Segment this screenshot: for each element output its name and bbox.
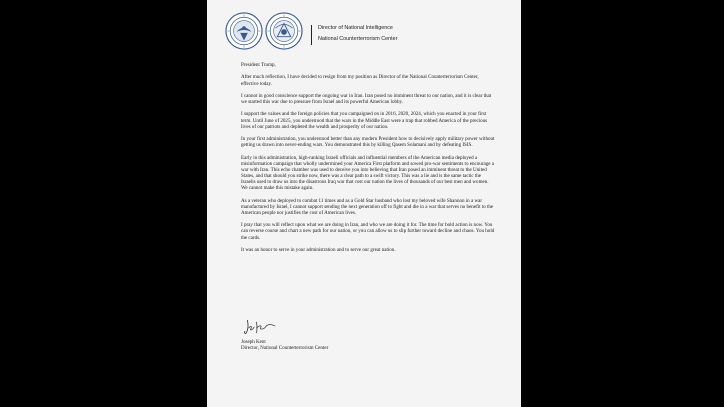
paragraph-2: I cannot in good conscience support the ongoing war in Iran. Iran posed no imminent threat to our nation, and it is clear that we started this war due to pressure from Israel and its powerful American lobby. (241, 92, 492, 105)
paragraph-5: Early in this administration, high-ranking Israeli officials and influential members of the American media deployed a misinformation campaign that wholly undermined your America First platform and sowed pro-war sentiments to encourage a war with Iran. This echo chamber was used to deceive you into believing that Iran posed an imminent threat to the United States, and that should you strike now, there was a clear path to a swift victory. This was a lie and is the same tactic the Israelis used to draw us into the disastrous Iraq war that cost our nation the lives of thousands of our best men and women. We cannot make this mistake again. (241, 154, 494, 192)
letterhead-agency: Director of National Intelligence (318, 25, 393, 31)
letterhead (207, 0, 521, 56)
paragraph-4: In your first administration, you understood better than any modern President how to decisively apply military power without getting us drawn into never-ending wars. You demonstrated this by killing Qasem Solamani and by defeating ISIS. (241, 136, 495, 149)
nctc-seal-icon (265, 12, 303, 50)
paragraph-6: As a veteran who deployed to combat 11 times and as a Gold Star husband who lost my beloved wife Shannon in a war manufactured by Israel, I cannot support sending the next generation off to fight and die in a war that serves no benefit to the American people nor justifies the cost of American lives. (241, 197, 494, 216)
letter-page (207, 0, 521, 407)
signer-title: Director, National Counterterrorism Center (241, 345, 329, 352)
handwritten-signature (243, 318, 277, 336)
dni-seal-icon (225, 12, 263, 50)
letterhead-divider (311, 25, 312, 45)
paragraph-1: After much reflection, I have decided to resign from my position as Director of the National Counterterrorism Center, effective today. (241, 74, 479, 87)
paragraph-8: It was an honor to serve in your administration and to serve our great nation. (241, 246, 396, 253)
letterhead-center: National Counterterrorism Center (318, 36, 398, 42)
signer-name: Joseph Kent (241, 339, 266, 345)
paragraph-7: I pray that you will reflect upon what we are doing in Iran, and who we are doing it for. The time for bold action is now. You can reverse course and chart a new path for our nation, or you can allow us to slip further toward decline and chaos. You hold the cards. (241, 222, 495, 241)
paragraph-3: I support the values and the foreign policies that you campaigned on in 2016, 2020, 2024, which you enacted in your first term. Until June of 2025, you understood that the wars in the Middle East were a trap that robbed America of the precious lives of our patriots and depleted the wealth and prosperity of our nation. (241, 111, 488, 130)
signature-block (241, 318, 441, 352)
letter-body (241, 62, 495, 259)
salutation: President Trump, (241, 62, 276, 68)
